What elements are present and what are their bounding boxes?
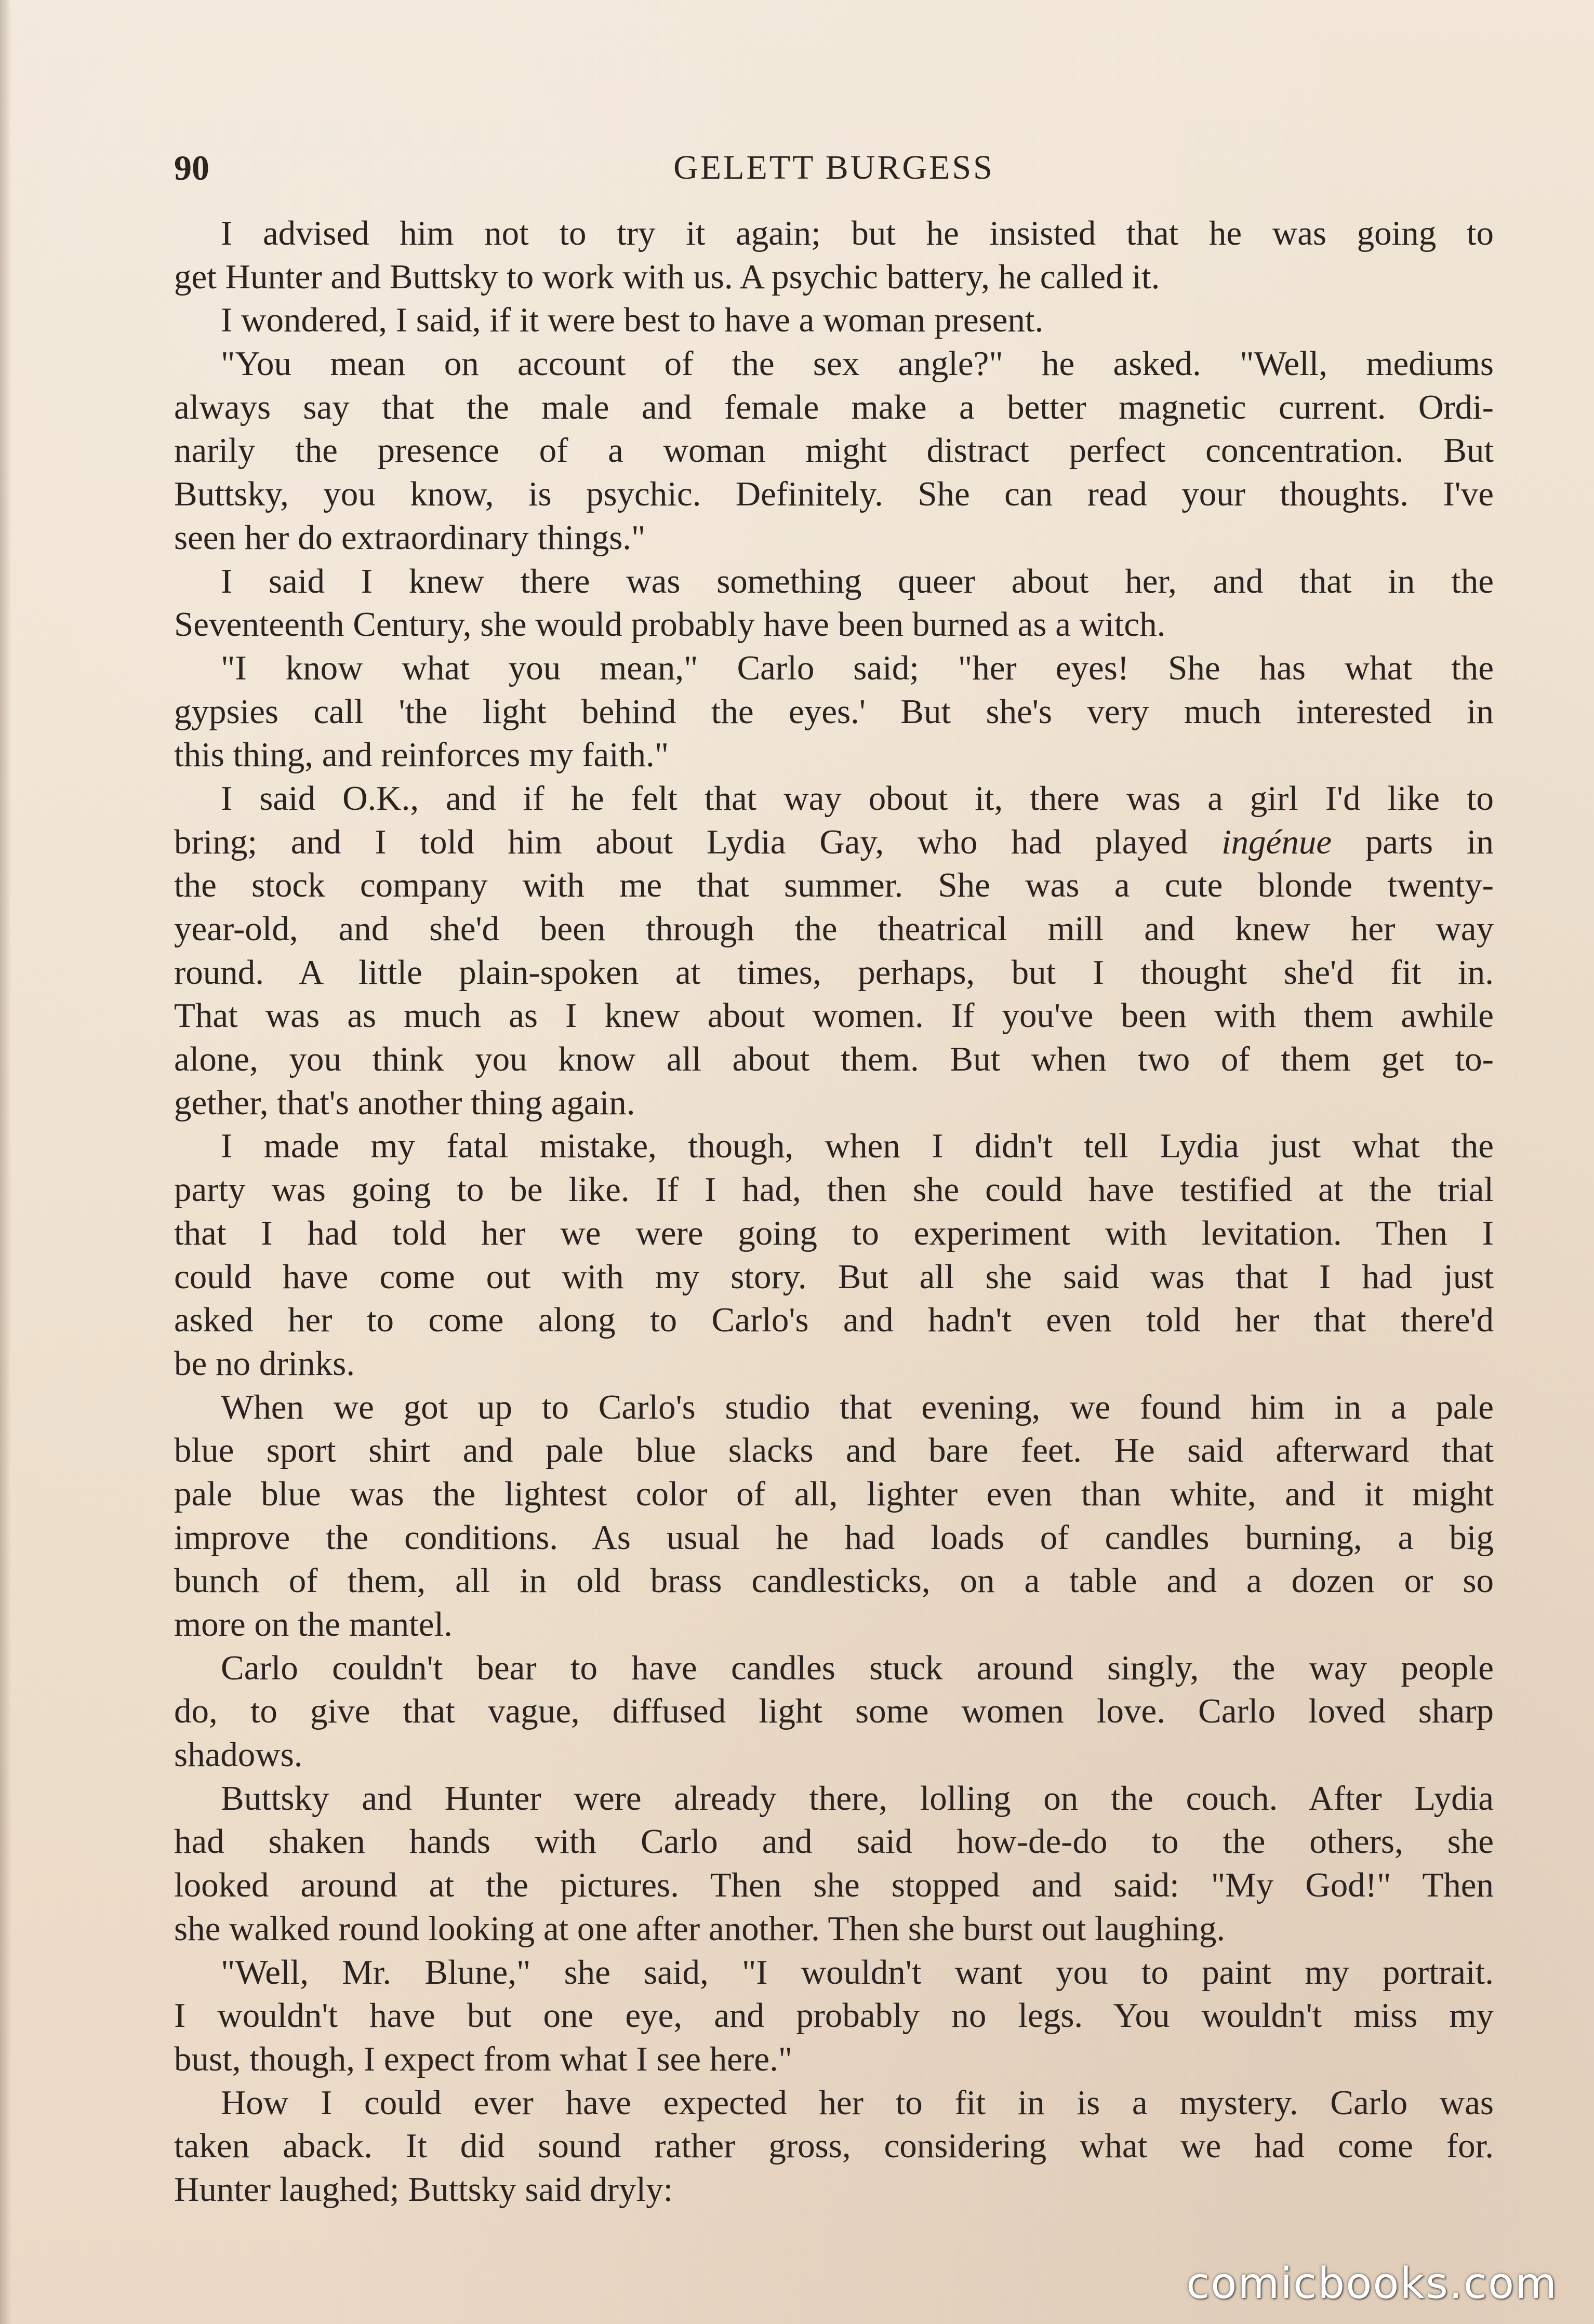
text-line: alone, you think you know all about them. But when two of them get to- (174, 1040, 1494, 1079)
text-line: more on the mantel. (174, 1605, 453, 1644)
watermark: comicbooks.com (1186, 2259, 1558, 2308)
text-line: "You mean on account of the sex angle?" he asked. "Well, mediums (221, 344, 1494, 383)
text-line: that I had told her we were going to experiment with levitation. Then I (174, 1213, 1494, 1252)
text-line: asked her to come along to Carlo's and hadn't even told her that there'd (174, 1301, 1494, 1340)
text-line: do, to give that vague, diffused light some women love. Carlo loved sharp (174, 1692, 1494, 1731)
text-line: Carlo couldn't bear to have candles stuck around singly, the way people (221, 1648, 1494, 1687)
text-line: "Well, Mr. Blune," she said, "I wouldn't want you to paint my portrait. (221, 1953, 1494, 1992)
page-header (174, 144, 1494, 191)
text-line: gether, that's another thing again. (174, 1083, 635, 1122)
page-number: 90 (174, 148, 209, 188)
text-line: I wouldn't have but one eye, and probably no legs. You wouldn't miss my (174, 1996, 1494, 2035)
text-line: When we got up to Carlo's studio that evening, we found him in a pale (221, 1387, 1494, 1426)
text-line: round. A little plain-spoken at times, perhaps, but I thought she'd fit in. (174, 953, 1494, 992)
text-line: blue sport shirt and pale blue slacks and bare feet. He said afterward that (174, 1431, 1494, 1470)
text-line: seen her do extraordinary things." (174, 518, 646, 557)
text-line: party was going to be like. If I had, then she could have testified at the trial (174, 1170, 1494, 1209)
text-line: had shaken hands with Carlo and said how-de-do to the others, she (174, 1822, 1494, 1861)
text-line: Buttsky, you know, is psychic. Definitely. She can read your thoughts. I've (174, 475, 1494, 514)
text-line: this thing, and reinforces my faith." (174, 736, 669, 774)
text-line: taken aback. It did sound rather gross, considering what we had come for. (174, 2127, 1494, 2166)
text-line: bring; and I told him about Lydia Gay, who had played ingénue parts in (174, 822, 1494, 861)
text-line: shadows. (174, 1735, 303, 1774)
text-line: Hunter laughed; Buttsky said dryly: (174, 2170, 673, 2209)
text-line: gypsies call 'the light behind the eyes.' But she's very much interested in (174, 692, 1494, 731)
text-line: bunch of them, all in old brass candlesticks, on a table and a dozen or so (174, 1561, 1494, 1600)
text-line: Seventeenth Century, she would probably have been burned as a witch. (174, 605, 1166, 644)
text-line: Buttsky and Hunter were already there, lolling on the couch. After Lydia (221, 1779, 1494, 1818)
text-line: bust, though, I expect from what I see here." (174, 2039, 793, 2078)
text-line: pale blue was the lightest color of all, lighter even than white, and it might (174, 1474, 1494, 1513)
text-line: year-old, and she'd been through the theatrical mill and knew her way (174, 910, 1494, 948)
running-head: GELETT BURGESS (673, 149, 994, 186)
text-line: the stock company with me that summer. She was a cute blonde twenty- (174, 866, 1494, 905)
text-line: improve the conditions. As usual he had loads of candles burning, a big (174, 1518, 1494, 1557)
text-line: could have come out with my story. But all she said was that I had just (174, 1257, 1494, 1296)
text-line: I made my fatal mistake, though, when I didn't tell Lydia just what the (221, 1127, 1494, 1166)
text-line: That was as much as I knew about women. If you've been with them awhile (174, 996, 1494, 1035)
body-text (174, 212, 1494, 2212)
text-line: looked around at the pictures. Then she stopped and said: "My God!" Then (174, 1866, 1494, 1905)
text-line: be no drinks. (174, 1344, 355, 1383)
text-line: narily the presence of a woman might distract perfect concentration. But (174, 431, 1494, 470)
italic-word: ingénue (1221, 822, 1332, 861)
text-line: she walked round looking at one after another. Then she burst out laughing. (174, 1909, 1226, 1948)
page-edge-shadow (0, 0, 11, 2324)
text-line: I wondered, I said, if it were best to have a woman present. (221, 301, 1044, 340)
text-line: always say that the male and female make a better magnetic current. Ordi- (174, 388, 1494, 426)
text-line: How I could ever have expected her to fit in is a mystery. Carlo was (221, 2083, 1494, 2122)
text-line: get Hunter and Buttsky to work with us. A psychic battery, he called it. (174, 257, 1160, 296)
text-line: I said I knew there was something queer about her, and that in the (221, 562, 1494, 600)
text-line: "I know what you mean," Carlo said; "her eyes! She has what the (221, 648, 1494, 687)
text-line: I advised him not to try it again; but he insisted that he was going to (221, 214, 1494, 252)
text-line: I said O.K., and if he felt that way obout it, there was a girl I'd like to (221, 779, 1494, 818)
